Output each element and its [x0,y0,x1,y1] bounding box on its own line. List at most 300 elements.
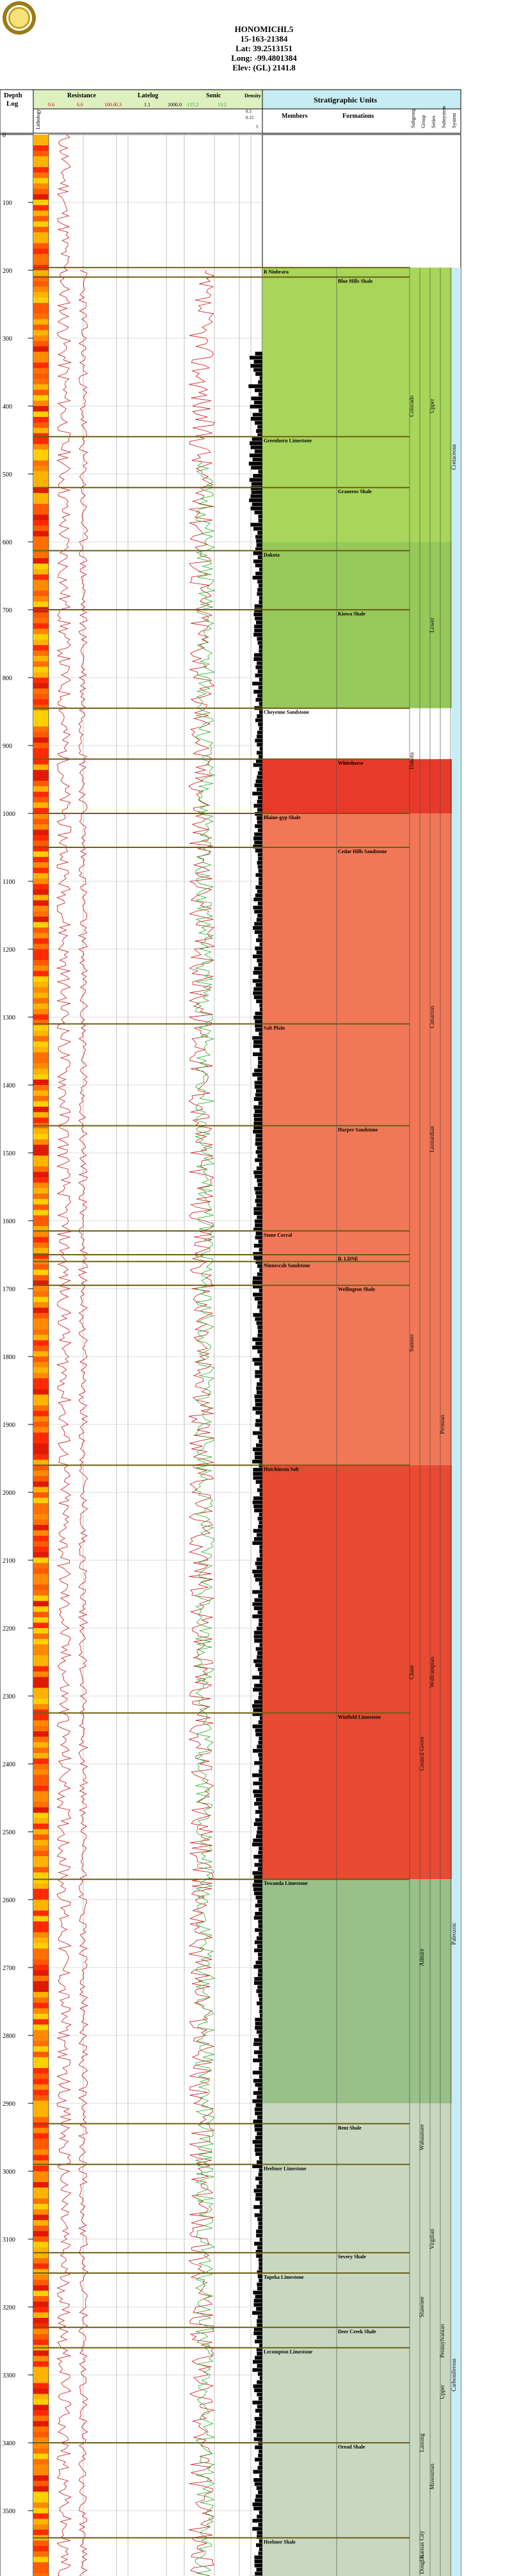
strat-band [262,813,452,1465]
lithology-cell [33,2171,49,2177]
strat-header: Stratigraphic Units [314,95,377,104]
lithology-cell [33,1275,49,1281]
density-bar [255,2559,262,2563]
lithology-cell [33,2193,49,2199]
lithology-cell [33,933,49,939]
density-bar [256,2254,262,2258]
density-bar [256,1961,262,1964]
density-bar [255,2499,262,2502]
lithology-cell [33,2182,49,2188]
lithology-cell [33,2291,49,2297]
lithology-cell [33,2340,49,2345]
density-bar [250,356,262,360]
formation-label: Winfield Limestone [338,1714,381,1720]
depth-tick-2200: 2200 [3,1626,15,1633]
lithology-cell [33,1574,49,1579]
density-bar [252,1773,262,1777]
density-bar [255,2083,262,2087]
density-bar [260,1643,262,1647]
density-bar [255,1175,262,1178]
lithology-cell [33,1183,49,1189]
lithology-cell [33,1497,49,1503]
lithology-cell [33,1465,49,1471]
lithology-cell [33,286,49,292]
density-bar [255,1663,262,1667]
formation-label: Dakota [264,551,280,558]
group-label: Virgilian [429,2229,435,2249]
lithology-cell [33,754,49,760]
density-bar [258,669,262,673]
density-bar [257,588,262,592]
density-bar [253,2091,262,2095]
lithology-cell [33,1302,49,1308]
density-bar [259,409,262,412]
lithology-cell [33,1525,49,1531]
density-bar [255,849,262,852]
lithology-cell [33,1188,49,1194]
lithology-cell [33,694,49,699]
density-bar [255,564,262,567]
density-bar [257,2095,262,2099]
lithology-cell [33,1216,49,1221]
density-bar [254,833,262,836]
density-bar [253,1016,262,1020]
density-bar [258,1993,262,1997]
lithology-cell [33,493,49,499]
density-bar [259,1309,262,1313]
density-bar [257,2323,262,2327]
density-bar [257,2515,262,2518]
density-bar [260,2238,262,2242]
lithology-cell [33,2095,49,2101]
density-bar [257,816,262,820]
lithology-cell [33,281,49,287]
lithology-cell [33,2486,49,2492]
density-bar [255,1419,262,1423]
lithology-cell [33,2329,49,2335]
depth-tick-100: 100 [3,200,12,207]
density-bar [253,897,262,901]
density-bar [257,1488,262,1492]
density-bar [256,1232,262,1235]
density-bar [254,1631,262,1634]
density-bar [259,1859,262,1863]
density-bar [253,1052,262,1056]
density-bar [251,417,262,421]
strat-band [262,1465,452,1880]
lithology-cell [33,2312,49,2318]
density-bar [253,1207,262,1211]
lithology-cell [33,699,49,705]
group-label: Upper [429,398,435,414]
density-bar [255,2295,262,2299]
density-bar [250,523,262,526]
density-bar [259,1757,262,1761]
depth-tick-1900: 1900 [3,1422,15,1429]
density-bar [259,2462,262,2466]
density-bar [257,2393,262,2397]
density-bar [255,674,262,678]
formation-label: Graneros Shale [338,489,372,495]
lithology-cell [33,1330,49,1335]
density-bar [252,490,262,494]
strat-band [262,268,452,542]
density-bar [252,1570,262,1574]
lithology-cell [33,297,49,303]
density-bar [253,1130,262,1134]
density-bar [253,1725,262,1729]
density-bar [255,535,262,539]
group-label: Sumner [408,1333,415,1352]
density-bar [257,2531,262,2535]
density-bar [248,384,262,388]
lithology-cell [33,770,49,776]
lithology-cell [33,1519,49,1525]
density-bar [253,1447,262,1451]
density-bar [253,1708,262,1712]
lithology-cell [33,2106,49,2112]
lithology-cell [33,450,49,455]
lithology-cell [33,715,49,721]
lithology-cell [33,949,49,955]
lithology-cell [33,461,49,466]
lithology-cell [33,1096,49,1102]
density-bar [255,2425,262,2429]
density-bar [250,453,262,457]
density-bar [258,1525,262,1529]
depth-tick-900: 900 [3,743,12,750]
density-bar [258,771,262,775]
group-label: Lansing [419,2433,425,2452]
lithology-cell [33,542,49,548]
lithology-cell [33,1628,49,1634]
lithology-cell [33,2285,49,2291]
lithology-cell [33,2356,49,2361]
density-bar [253,1884,262,1887]
density-bar [258,1064,262,1068]
lithology-cell [33,601,49,607]
density-bar [255,372,262,376]
group-label: Chase [408,1665,415,1679]
formation-label: Wellington Shale [338,1286,376,1292]
density-bar [253,551,262,555]
lithology-cell [33,2155,49,2161]
density-bar [259,1741,262,1745]
lithology-cell [33,710,49,716]
density-bar [260,2005,262,2009]
density-bar [257,1627,262,1631]
density-bar [258,2055,262,2058]
lithology-cell [33,2025,49,2030]
density-bar [255,421,262,425]
lithology-cell [33,1324,49,1330]
lithology-cell [33,2438,49,2443]
depth-tick-2900: 2900 [3,2101,15,2108]
lithology-cell [33,2041,49,2046]
density-bar [259,2266,262,2270]
density-bar [256,1444,262,1447]
formation-label: Greenhorn Limestone [264,437,312,444]
density-bar [260,1484,262,1488]
density-bar [259,1786,262,1789]
lithology-cell [33,884,49,890]
lithology-cell [33,1058,49,1064]
lithology-cell [33,537,49,542]
lithology-cell [33,673,49,678]
lithology-cell [33,2209,49,2215]
lithology-cell [33,526,49,532]
density-bar [252,437,262,441]
density-bar [250,441,262,445]
lithology-cell [33,1411,49,1417]
density-bar [257,861,262,865]
lithology-cell [33,1444,49,1449]
dens-max: 5 [256,124,259,129]
lithology-cell [33,982,49,988]
lithology-cell [33,2361,49,2367]
density-bar [253,576,262,580]
depth-tick-3200: 3200 [3,2304,15,2311]
density-bar [258,1969,262,1973]
lithology-cell [33,1405,49,1411]
density-bar [259,2547,262,2551]
density-bar [258,1183,262,1187]
lithology-cell [33,292,49,298]
lithology-strip [33,135,49,2576]
density-bar [258,2226,262,2230]
grp-label-3: Subsystem [441,106,447,128]
lithology-cell [33,1998,49,2003]
lithology-cell [33,2220,49,2226]
density-bar [260,1680,262,1684]
strat-band [262,2103,452,2576]
lithology-cell [33,2112,49,2117]
lithology-cell [33,303,49,309]
density-bar [259,1720,262,1724]
lithology-cell [33,406,49,412]
density-bar [252,2401,262,2404]
lithology-cell [33,2568,49,2573]
lithology-cell [33,808,49,814]
density-bar [259,1549,262,1553]
lithology-cell [33,868,49,874]
density-bar [253,2291,262,2295]
lithology-cell [33,2410,49,2416]
column-headers [0,90,461,133]
group-label: Shawnee [419,2296,425,2318]
density-bar [257,1216,262,1219]
density-bar [254,804,262,808]
density-bar [257,1985,262,1989]
lithology-cell [33,1155,49,1161]
lithology-cell [33,1650,49,1656]
density-bar [254,1981,262,1985]
density-bar [255,1403,262,1406]
lithology-cell [33,1867,49,1873]
density-bar [256,2421,262,2425]
lithology-cell [33,2128,49,2133]
lithology-cell [33,743,49,749]
density-bar [257,788,262,792]
lithology-cell [33,178,49,184]
density-bar [253,979,262,983]
lithology-cell [33,189,49,195]
density-bar [254,2556,262,2559]
density-bar [254,967,262,971]
density-bar [252,1358,262,1362]
lithology-cell [33,1731,49,1737]
density-bar [253,2140,262,2144]
lithology-cell [33,1150,49,1156]
depth-axis [0,132,33,2576]
lithology-cell [33,1905,49,1911]
density-bar [251,507,262,510]
density-bar [255,617,262,621]
density-bar [253,1121,262,1125]
lithology-cell [33,140,49,145]
lithology-cell [33,1400,49,1406]
density-bar [253,1431,262,1435]
formation-label: B Niobrara [264,268,289,275]
group-label: Douglas [419,2554,425,2574]
density-bar [253,2205,262,2209]
density-bar [255,2026,262,2030]
density-bar [258,963,262,966]
lithology-cell [33,1856,49,1862]
lithology-cell [33,998,49,1004]
density-bar [254,2438,262,2441]
density-bar [255,2213,262,2217]
density-bar [256,779,262,783]
density-bar [259,596,262,600]
lithology-cell [33,1639,49,1645]
density-bar [259,1769,262,1773]
lithology-cell [33,2073,49,2079]
density-bar [258,2372,262,2376]
lithology-cell [33,135,49,140]
lithology-cell [33,330,49,336]
density-bar [252,1346,262,1349]
density-bar [258,795,262,799]
lithology-cell [33,1601,49,1607]
density-bar [257,1900,262,1903]
density-bar [258,828,262,832]
lithology-cell [33,2269,49,2275]
lithology-cell [33,2546,49,2552]
lithology-cell [33,482,49,488]
density-bar [252,1073,262,1077]
density-bar [254,910,262,914]
density-bar [257,1178,262,1182]
lithology-cell [33,1693,49,1699]
lithology-cell [33,156,49,162]
density-bar [254,1606,262,1610]
lithology-cell [33,520,49,526]
density-bar [257,1166,262,1170]
lithology-cell [33,308,49,314]
depth-tick-800: 800 [3,675,12,682]
lithology-cell [33,161,49,167]
resistance-header: Resistance [67,92,96,99]
density-bar [257,1146,262,1150]
lithology-cell [33,1840,49,1846]
density-bar [259,1814,262,1818]
density-bar [252,1541,262,1545]
lat-min: 1.1 [144,102,150,108]
density-bar [252,1615,262,1618]
density-bar [255,1134,262,1137]
density-bar [252,2519,262,2523]
lithology-cell [33,765,49,770]
lithology-cell [33,1449,49,1455]
density-bar [253,1114,262,1118]
lithology-cell [33,1677,49,1683]
lithology-cell [33,2508,49,2514]
density-bar [253,1529,262,1533]
density-bar [259,600,262,604]
lithology-cell [33,200,49,206]
density-bar [257,1989,262,1993]
density-bar [255,2417,262,2421]
density-bar [253,954,262,958]
density-bar [258,1056,262,1060]
density-bar [253,1688,262,1692]
lithology-cell [33,325,49,330]
density-bar [257,731,262,735]
density-bar [257,800,262,804]
density-bar [259,1998,262,2001]
density-bar [257,580,262,583]
density-bar [257,890,262,893]
density-bar [255,1732,262,1736]
res-max: 100.6 [104,102,116,108]
density-bar [254,1802,262,1806]
depth-tick-2000: 2000 [3,1490,15,1497]
lithology-cell [33,2296,49,2302]
density-bar [256,983,262,987]
lithology-cell [33,1992,49,1998]
lithology-cell [33,1959,49,1965]
lithology-cell [33,1237,49,1243]
group-label: Wolfcampian [429,1656,435,1688]
lithology-cell [33,1726,49,1732]
density-bar [255,2112,262,2115]
grp-label-2: Series [431,115,436,128]
density-bar [257,1203,262,1207]
lithology-cell [33,2101,49,2107]
density-bar [255,1081,262,1085]
density-bar [255,1863,262,1867]
density-bar [259,567,262,571]
density-bar [259,2262,262,2266]
density-bar [250,364,262,368]
density-bar [256,1798,262,1802]
density-bar [258,2454,262,2458]
lithology-cell [33,2448,49,2454]
lithology-cell [33,1004,49,1009]
lithology-cell [33,1791,49,1797]
lithology-cell [33,1481,49,1487]
group-label: Wabaunsee [419,2124,425,2151]
density-bar [259,1268,262,1272]
density-bar [259,2010,262,2014]
density-bar [259,2172,262,2176]
lithology-cell [33,797,49,803]
density-bar [254,510,262,514]
lithology-cell [33,2187,49,2193]
lithology-cell [33,651,49,656]
lithology-cell [33,2226,49,2231]
